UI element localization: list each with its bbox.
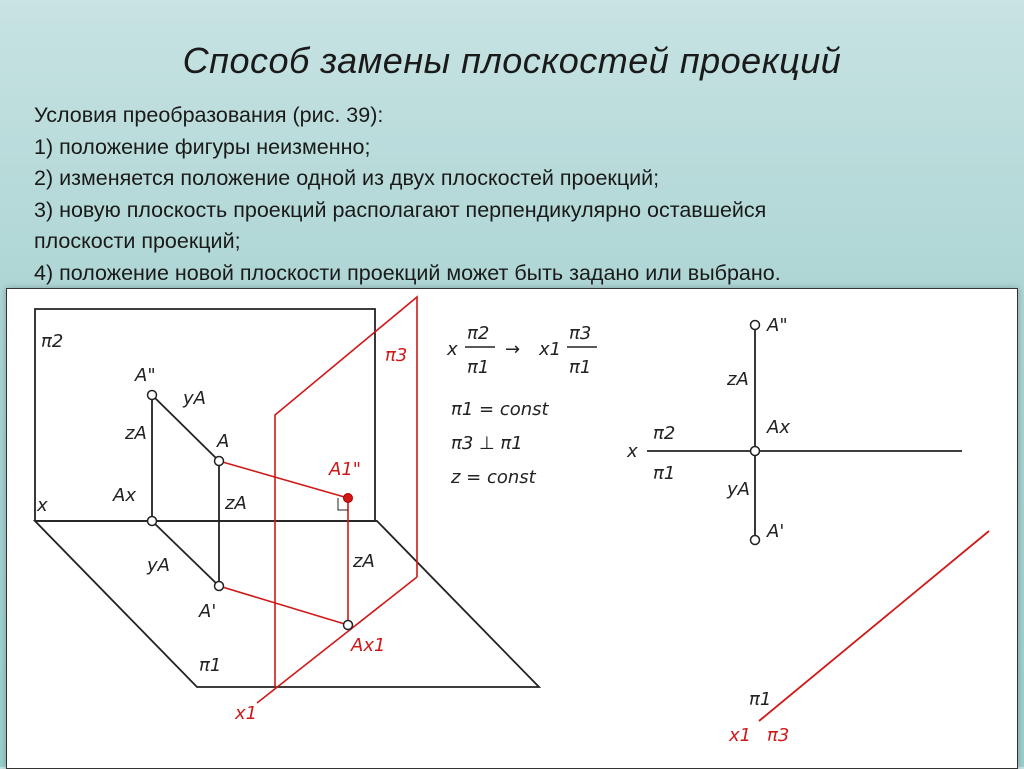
label-za-middle: zA — [225, 493, 247, 514]
point-a1new — [344, 494, 353, 503]
label-x: x — [37, 495, 48, 516]
figure-svg — [7, 289, 1017, 768]
condition-3: 3) новую плоскость проекций располагают перпендикулярно оставшейся — [34, 197, 767, 222]
plane-pi1-outline — [35, 521, 539, 687]
formula-pi1: π1 — [467, 357, 490, 378]
epure-point-a1 — [751, 536, 760, 545]
formula-replacement — [446, 323, 597, 378]
formula-z-const: z = const — [451, 467, 536, 488]
plane-pi2-outline — [35, 309, 375, 521]
epure-label-a2: A" — [767, 315, 788, 336]
label-za-right: zA — [353, 551, 375, 572]
label-za-left: zA — [125, 423, 147, 444]
epure-point-ax — [751, 447, 760, 456]
epure-label-x1: x1 — [729, 725, 752, 746]
projector-a1-ax1 — [219, 586, 348, 625]
formula-pi2: π2 — [467, 323, 490, 344]
epure-label-pi1: π1 — [653, 463, 676, 484]
formula-pi1-b: π1 — [569, 357, 592, 378]
axis-x1-line — [257, 577, 417, 703]
label-ax: Ax — [113, 485, 136, 506]
epure-axis-x1 — [759, 531, 989, 721]
condition-3-continued: плоскости проекций; — [34, 229, 241, 253]
condition-4: 4) положение новой плоскости проекций может быть задано или выбрано. — [34, 260, 781, 285]
slide-title: Способ замены плоскостей проекций — [182, 40, 842, 81]
epure-label-a1: A' — [767, 521, 785, 542]
point-a1 — [215, 582, 224, 591]
formula-x: x — [447, 339, 458, 360]
epure-label-ax: Ax — [767, 417, 790, 438]
label-a1new: A1" — [329, 459, 362, 480]
epure-label-pi1-new: π1 — [749, 689, 772, 710]
point-ax1 — [344, 621, 353, 630]
epure-label-pi2: π2 — [653, 423, 676, 444]
formula-arrow: → — [505, 339, 521, 360]
label-ya-upper: yA — [183, 388, 206, 409]
condition-2: 2) изменяется положение одной из двух плоскостей проекций; — [34, 166, 660, 190]
segment-ax-a1 — [152, 521, 219, 586]
label-x1: x1 — [235, 703, 258, 724]
point-a — [215, 457, 224, 466]
label-a2: A" — [135, 365, 156, 386]
figure-39-drawing — [6, 288, 1018, 769]
label-ya-lower: yA — [147, 555, 170, 576]
formula-pi3: π3 — [569, 323, 592, 344]
epure-point-a2 — [751, 321, 760, 330]
label-a: A — [217, 431, 230, 452]
formula-x1: x1 — [539, 339, 562, 360]
conditions-list — [34, 100, 994, 289]
formula-pi1-const: π1 = const — [451, 399, 549, 420]
label-a1: A' — [199, 601, 217, 622]
label-pi3: π3 — [385, 345, 408, 366]
point-ax — [148, 517, 157, 526]
condition-1: 1) положение фигуры неизменно; — [34, 134, 371, 159]
epure-label-za: zA — [727, 369, 749, 390]
point-a2 — [148, 391, 157, 400]
epure-label-ya: yA — [727, 479, 750, 500]
conditions-heading: Условия преобразования (рис. 39): — [34, 103, 384, 127]
epure-label-x: x — [627, 441, 638, 462]
label-ax1: Ax1 — [351, 635, 386, 656]
epure-label-pi3-new: π3 — [767, 725, 790, 746]
formula-pi3-perp: π3 ⊥ π1 — [451, 433, 523, 454]
label-pi1: π1 — [199, 655, 222, 676]
label-pi2: π2 — [41, 331, 64, 352]
